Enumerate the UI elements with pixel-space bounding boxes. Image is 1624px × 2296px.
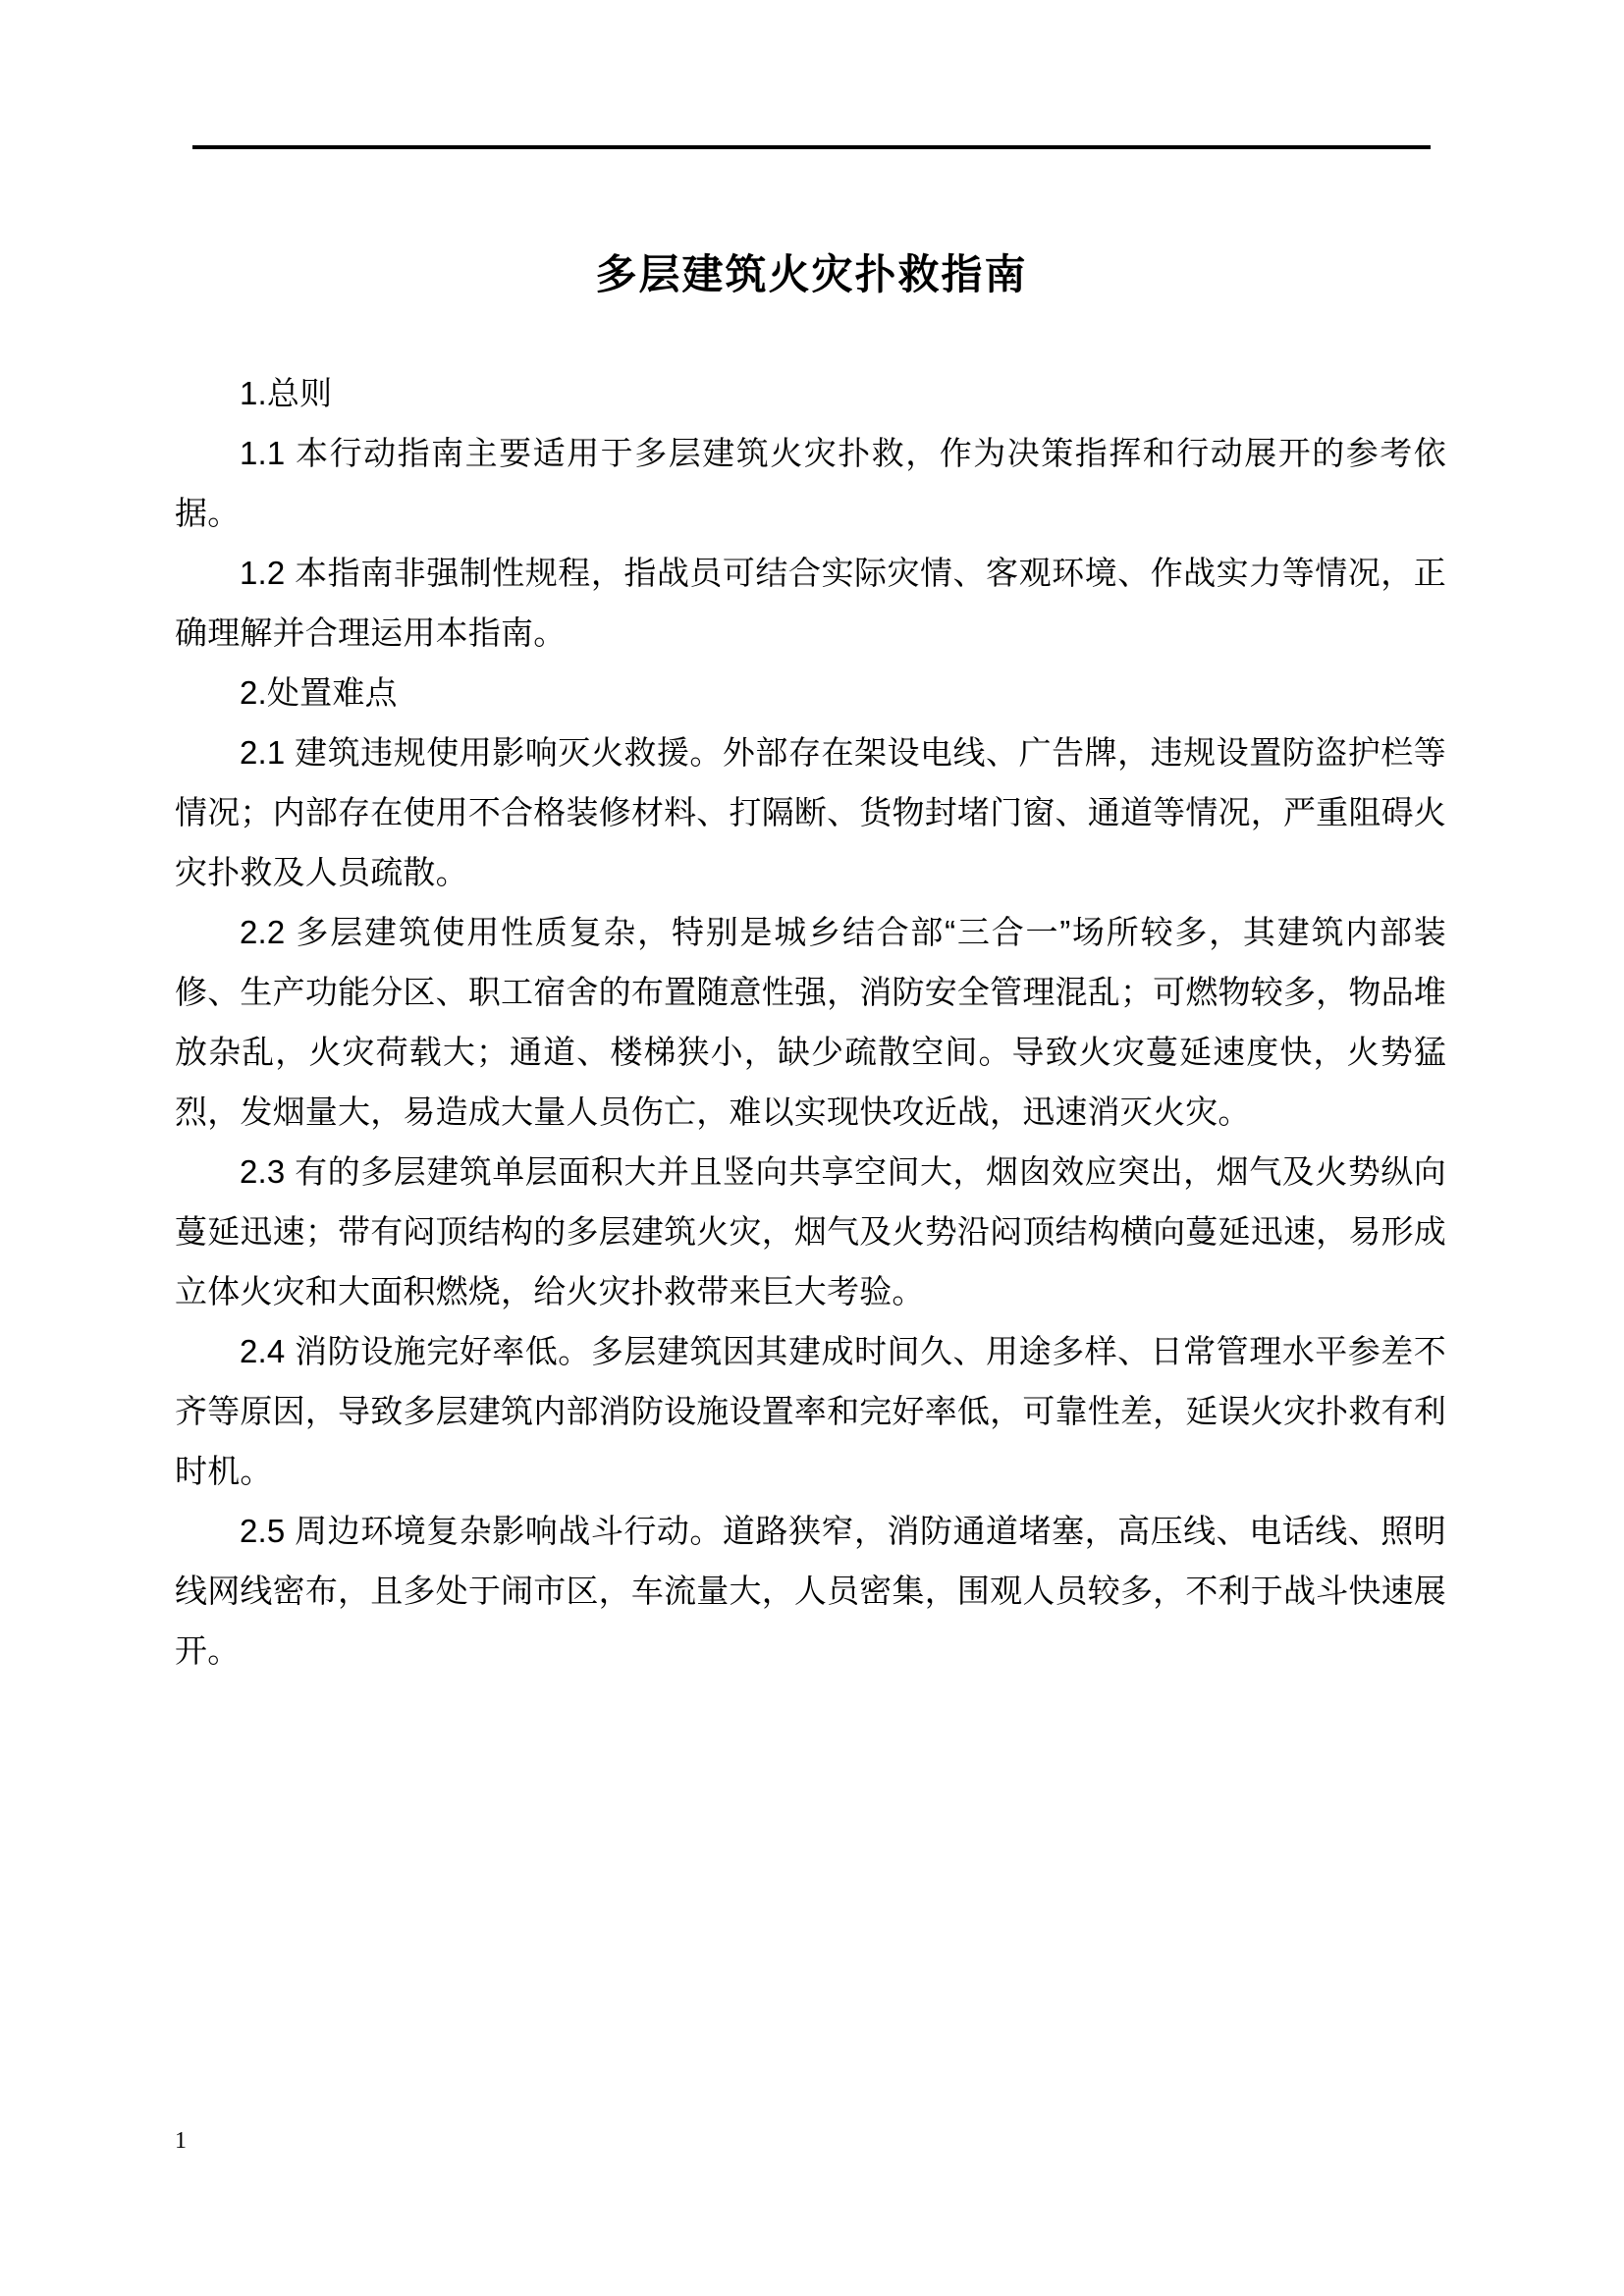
clause-2-1: 2.1 建筑违规使用影响灭火救援。外部存在架设电线、广告牌，违规设置防盗护栏等情况；内部存在使用不合格装修材料、打隔断、货物封堵门窗、通道等情况，严重阻碍火灾扑救及人员疏散。 bbox=[175, 734, 1446, 890]
clause-2-2: 2.2 多层建筑使用性质复杂，特别是城乡结合部“三合一”场所较多，其建筑内部装修、生产功能分区、职工宿舍的布置随意性强，消防安全管理混乱；可燃物较多，物品堆放杂乱，火灾荷载大；通道、楼梯狭小，缺少疏散空间。导致火灾蔓延速度快，火势猛烈，发烟量大，易造成大量人员伤亡，难以实现快攻近战，迅速消灭火灾。 bbox=[175, 914, 1446, 1130]
section-1-heading: 1.总则 bbox=[240, 375, 333, 411]
page-number: 1 bbox=[175, 2128, 187, 2154]
header-rule bbox=[192, 145, 1431, 149]
document-body bbox=[175, 363, 1446, 1681]
section-2-heading: 2.处置难点 bbox=[240, 674, 398, 711]
clause-1-2: 1.2 本指南非强制性规程，指战员可结合实际灾情、客观环境、作战实力等情况，正确理解并合理运用本指南。 bbox=[175, 555, 1446, 651]
clause-1-1: 1.1 本行动指南主要适用于多层建筑火灾扑救，作为决策指挥和行动展开的参考依据。 bbox=[175, 435, 1446, 531]
clause-2-4: 2.4 消防设施完好率低。多层建筑因其建成时间久、用途多样、日常管理水平参差不齐等原因，导致多层建筑内部消防设施设置率和完好率低，可靠性差，延误火灾扑救有利时机。 bbox=[175, 1333, 1446, 1489]
clause-2-5: 2.5 周边环境复杂影响战斗行动。道路狭窄，消防通道堵塞，高压线、电话线、照明线网线密布，且多处于闹市区，车流量大，人员密集，围观人员较多，不利于战斗快速展开。 bbox=[175, 1513, 1446, 1669]
clause-2-3: 2.3 有的多层建筑单层面积大并且竖向共享空间大，烟囱效应突出，烟气及火势纵向蔓延迅速；带有闷顶结构的多层建筑火灾，烟气及火势沿闷顶结构横向蔓延迅速，易形成立体火灾和大面积燃烧，给火灾扑救带来巨大考验。 bbox=[175, 1153, 1446, 1309]
page-title: 多层建筑火灾扑救指南 bbox=[595, 251, 1028, 298]
